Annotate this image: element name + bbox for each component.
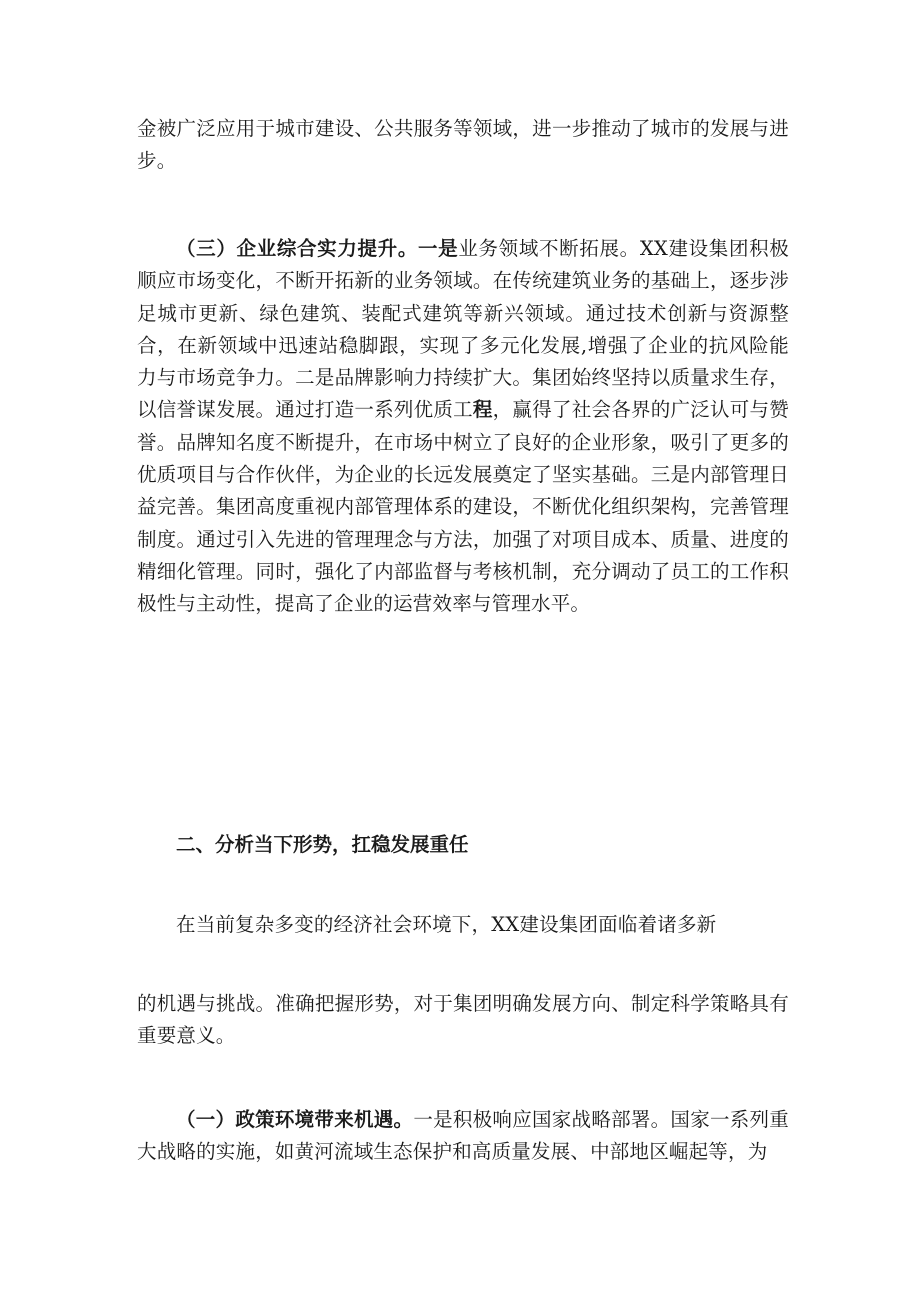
paragraph-situation-rest: 的机遇与挑战。准确把握形势，对于集团明确发展方向、制定科学策略具有重要意义。: [137, 992, 789, 1048]
section-heading-2: 二、分析当下形势，扛稳发展重任: [176, 833, 469, 856]
paragraph-body-b: ，赢得了社会各界的广泛认可与赞誉。品牌知名度不断提升，在市场中树立了良好的企业形象，吸引了更多的优质项目与合作伙伴，为企业的长远发展奠定了坚实基础。三是内部管理日益完善。集团高度重视内部管理体系的建设，不断优化组织架构，完善管理制度。通过引入先进的管理理念与方法，加强了对项目成本、质量、进度的精细化管理。同时，强化了内部监督与考核机制，充分调动了员工的工作积极性与主动性，提高了企业的运营效率与管理水平。: [137, 398, 789, 616]
lead-phrase-first: 一是: [418, 237, 459, 260]
paragraph-policy-opportunity: [137, 1104, 789, 1169]
paragraph-body-a: 业务领域不断拓展。XX建设集团积极顺应市场变化，不断开拓新的业务领域。在传统建筑业务的基础上，逐步涉足城市更新、绿色建筑、装配式建筑等新兴领域。通过技术创新与资源整合，在新领域中迅速站稳脚跟，实现了多元化发展,增强了企业的抗风险能力与市场竞争力。二是品牌影响力持续扩大。集团始终坚持以质量求生存，以信誉谋发展。通过打造一系列优质工: [137, 237, 789, 422]
paragraph-continuation: 金被广泛应用于城市建设、公共服务等领域，进一步推动了城市的发展与进步。: [137, 117, 789, 173]
paragraph-situation-line1: 在当前复杂多变的经济社会环境下，XX建设集团面临着诸多新: [176, 913, 717, 936]
paragraph-enterprise-strength: [137, 233, 789, 621]
subsection-heading-1: （一）政策环境带来机遇。: [176, 1108, 414, 1131]
paragraph-body: 一是积极响应国家战略部署。国家一系列重大战略的实施，如黄河流域生态保护和高质量发展、中部地区崛起等，为: [137, 1108, 789, 1164]
subsection-heading-3: （三）企业综合实力提升。: [176, 237, 418, 260]
bold-char: 程: [472, 398, 493, 422]
